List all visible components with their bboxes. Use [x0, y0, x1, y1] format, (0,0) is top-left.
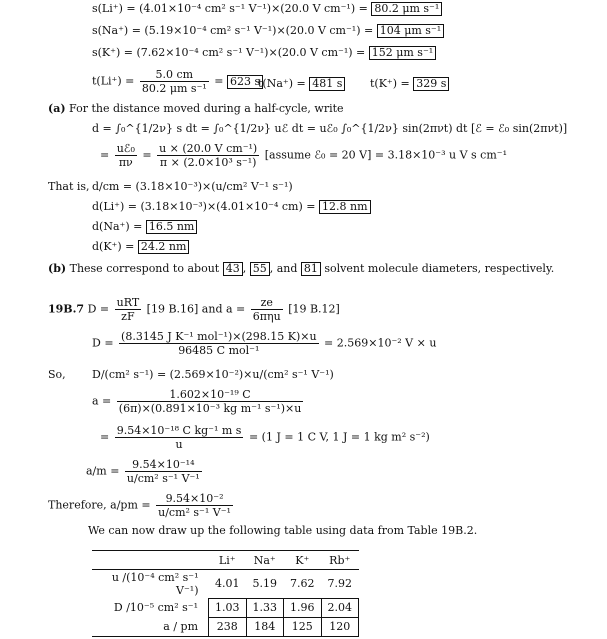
transit-time-li-result: 623 s [227, 75, 263, 89]
part-b: (b) These correspond to about 43 , 55 , and 81 solvent molecule diameters, respectively. [48, 262, 555, 275]
drift-speed-li-result: 80.2 μm s⁻¹ [371, 2, 442, 16]
diameter-count-li: 43 [223, 262, 243, 276]
transit-time-k: t(K⁺) = 329 s [370, 77, 449, 91]
distance-k-result: 24.2 nm [138, 240, 190, 254]
diffusion-coefficient-line: D = $\frac{\text{(8.3145 J K⁻¹ mol⁻¹)×(298.15 K)×u}}{\text{96485 C mol⁻¹}}$ = 2.569×10⁻² V × u [92, 330, 437, 357]
drift-speed-k-result: 152 μm s⁻¹ [369, 46, 436, 60]
distance-na-result: 16.5 nm [146, 220, 198, 234]
radius-in-picometres: Therefore, a/pm = $\frac{\text{9.54×10⁻²}}{\text{u/cm² s⁻¹ V⁻¹}}$ [48, 492, 231, 519]
radius-line-2: = $\frac{\text{9.54×10⁻¹⁸ C kg⁻¹ m s}}{u}$ = (1 J = 1 C V, 1 J = 1 kg m² s⁻²) [100, 424, 430, 451]
header-li: Li⁺ [209, 551, 247, 570]
drift-speed-na-result: 104 μm s⁻¹ [377, 24, 444, 38]
distance-li: d(Li⁺) = (3.18×10⁻³)×(4.01×10⁻⁴ cm) = 12.8 nm [92, 200, 371, 214]
transit-time-li: t(Li⁺) = $\frac{5.0 cm}{\text{80.2 μm s⁻¹}}$ = 623 s [92, 68, 263, 95]
so-label: So, [48, 368, 66, 381]
transit-time-na: t(Na⁺) = 481 s [258, 77, 345, 91]
table-row: D /10⁻⁵ cm² s⁻¹ 1.03 1.33 1.96 2.04 [92, 598, 359, 617]
part-a-intro: (a) For the distance moved during a half-cycle, write [48, 102, 344, 115]
diameter-count-k: 81 [301, 262, 321, 276]
radius-in-metres: a/m = $\frac{\text{9.54×10⁻¹⁴}}{\text{u/cm² s⁻¹ V⁻¹}}$ [86, 458, 200, 485]
distance-na: d(Na⁺) = 16.5 nm [92, 220, 197, 234]
that-is-label: That is, [48, 180, 90, 193]
section-number: 19B.7 [48, 302, 85, 316]
table-header-row [92, 551, 359, 570]
drift-speed-k: s(K⁺) = (7.62×10⁻⁴ cm² s⁻¹ V⁻¹)×(20.0 V cm⁻¹) = 152 μm s⁻¹ [92, 46, 436, 60]
drift-speed-na: s(Na⁺) = (5.19×10⁻⁴ cm² s⁻¹ V⁻¹)×(20.0 V cm⁻¹) = 104 μm s⁻¹ [92, 24, 444, 38]
distance-expression: = $\frac{\text{uℰ₀}}{\pi\nu}$ = $\frac{\text{u × (20.0 V cm⁻¹)}}{\text{π × (2.0×10³ s⁻¹)}}$ [assume ℰ₀ = 20 V] = 3.18×10⁻³ u V s cm⁻¹ [100, 142, 507, 169]
table-row: u /(10⁻⁴ cm² s⁻¹ V⁻¹) 4.01 5.19 7.62 7.92 [111, 571, 352, 597]
distance-integral: d = ∫₀^{1/2ν} s dt = ∫₀^{1/2ν} uℰ dt = uℰ₀ ∫₀^{1/2ν} sin(2πνt) dt [ℰ = ℰ₀ sin(2πνt)] [92, 122, 568, 135]
transit-time-na-result: 481 s [309, 77, 345, 91]
table-intro: We can now draw up the following table using data from Table 19B.2. [88, 524, 478, 537]
ion-properties-table [92, 550, 359, 637]
diameter-count-na: 55 [250, 262, 270, 276]
transit-time-k-result: 329 s [413, 77, 449, 91]
transit-time-li-fraction: $\frac{5.0 cm}{\text{80.2 μm s⁻¹}}$ [141, 68, 207, 95]
distance-k: d(K⁺) = 24.2 nm [92, 240, 189, 254]
table-row: a / pm 238 184 125 120 [92, 617, 359, 636]
diffusion-coefficient-units: D/(cm² s⁻¹) = (2.569×10⁻²)×u/(cm² s⁻¹ V⁻¹) [92, 368, 334, 381]
section-19b7-header: 19B.7 D = $\frac{\text{uRT}}{zF}$ [19 B.16] and a = $\frac{ze}{\text{6πηu}}$ [19 B.12] [48, 296, 340, 323]
drift-speed-li: s(Li⁺) = (4.01×10⁻⁴ cm² s⁻¹ V⁻¹)×(20.0 V cm⁻¹) = 80.2 μm s⁻¹ [92, 2, 442, 16]
radius-line-1: a = $\frac{\text{1.602×10⁻¹⁹ C}}{\text{(6π)×(0.891×10⁻³ kg m⁻¹ s⁻¹)×u}}$ [92, 388, 302, 415]
distance-per-cm: d/cm = (3.18×10⁻³)×(u/cm² V⁻¹ s⁻¹) [92, 180, 293, 193]
distance-li-result: 12.8 nm [319, 200, 371, 214]
header-rb: Rb⁺ [321, 551, 359, 570]
header-na: Na⁺ [246, 551, 284, 570]
header-k: K⁺ [284, 551, 322, 570]
